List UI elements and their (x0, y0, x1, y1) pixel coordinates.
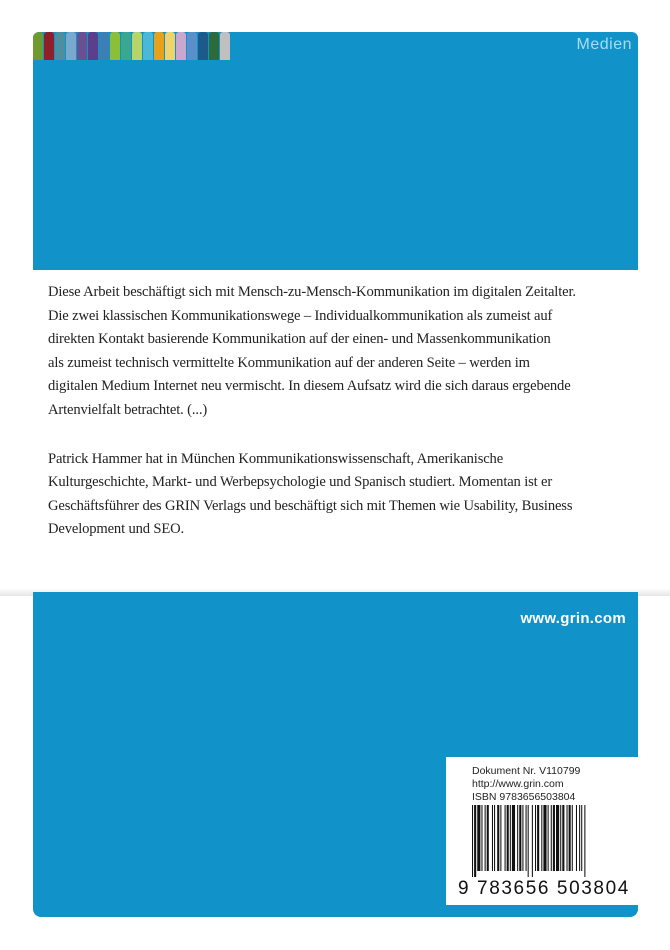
color-stripe-bar (33, 32, 231, 60)
color-stripe (55, 32, 65, 60)
barcode-bar (505, 805, 506, 871)
color-stripe (66, 32, 76, 60)
color-stripe (132, 32, 142, 60)
text-line: als zumeist technisch vermittelte Kommunikation auf der anderen Seite – werden im (48, 354, 530, 371)
barcode-bar (472, 805, 473, 877)
color-stripe (88, 32, 98, 60)
barcode-bar (569, 805, 571, 871)
barcode-bar (584, 805, 585, 877)
book-blurb (48, 281, 620, 423)
barcode-bar (528, 805, 529, 877)
isbn-label: ISBN 9783656503804 (472, 791, 576, 803)
text-line: Diese Arbeit beschäftigt sich mit Mensch-zu-Mensch-Kommunikation im digitalen Zeitalter. (48, 284, 576, 300)
color-stripe (110, 32, 120, 60)
color-stripe (154, 32, 164, 60)
barcode-url: http://www.grin.com (472, 778, 564, 790)
color-stripe (121, 32, 131, 60)
barcode-bar (485, 805, 486, 871)
barcode-bar (510, 805, 511, 871)
barcode-bar (492, 805, 493, 871)
text-line: digitalen Medium Internet neu vermischt. In diesem Aufsatz wird die sich daraus ergebende (48, 378, 571, 395)
barcode-bar (477, 805, 480, 871)
barcode-digits: 9 783656 503804 (458, 878, 630, 899)
color-stripe (220, 32, 230, 60)
color-stripe (99, 32, 109, 60)
top-color-panel (33, 32, 638, 270)
color-stripe (198, 32, 208, 60)
color-stripe (143, 32, 153, 60)
author-bio (48, 448, 620, 542)
text-line: Patrick Hammer hat in München Kommunikationswissenschaft, Amerikanische (48, 450, 504, 467)
text-line: Kulturgeschichte, Markt- und Werbepsychologie und Spanisch studiert. Momentan ist er (48, 474, 553, 491)
text-line: Die zwei klassischen Kommunikationswege – Individualkommunikation als zumeist auf (48, 307, 553, 324)
barcode-bar (551, 805, 552, 871)
barcode-bar (560, 805, 561, 871)
barcode-bar (519, 805, 521, 871)
text-line: Geschäftsführer des GRIN Verlags und beschäftigt sich mit Themen wie Usability, Business (48, 497, 573, 514)
text-line: Artenvielfalt betrachtet. (...) (48, 401, 208, 418)
barcode-bar (567, 805, 568, 871)
barcode-info (472, 765, 580, 804)
barcode-bar (507, 805, 509, 871)
barcode-bar (537, 805, 539, 871)
category-label: Medien (576, 36, 632, 53)
color-stripe (176, 32, 186, 60)
text-line: Development und SEO. (48, 521, 185, 538)
document-number: Dokument Nr. V110799 (472, 765, 581, 777)
barcode-bar (494, 805, 495, 871)
barcode-bar (526, 805, 527, 871)
barcode-bar (543, 805, 546, 871)
color-stripe (44, 32, 54, 60)
text-line: direkten Kontakt basierende Kommunikation auf der einen- und Massenkommunikation (48, 331, 551, 348)
barcode-bar (581, 805, 582, 871)
barcode-bar (535, 805, 536, 871)
back-cover-text (48, 281, 620, 567)
barcode-bar (548, 805, 549, 871)
barcode-bar (572, 805, 573, 871)
isbn-barcode (472, 805, 624, 877)
publisher-website: www.grin.com (520, 610, 626, 627)
barcode-bar (579, 805, 580, 871)
color-stripe (33, 32, 43, 60)
barcode-bar (562, 805, 564, 871)
barcode-bar (553, 805, 555, 871)
barcode-bar (522, 805, 523, 871)
barcode-bar (532, 805, 533, 877)
barcode-bar (481, 805, 482, 871)
barcode-bar (497, 805, 499, 871)
barcode-bar (487, 805, 489, 871)
barcode-bar (576, 805, 577, 871)
barcode-bar (556, 805, 559, 871)
color-stripe (209, 32, 219, 60)
barcode-bar (512, 805, 515, 871)
color-stripe (77, 32, 87, 60)
barcode-box (446, 757, 642, 905)
color-stripe (187, 32, 197, 60)
barcode-bar (541, 805, 542, 871)
barcode-bar (474, 805, 476, 877)
barcode-bar (517, 805, 518, 871)
color-stripe (165, 32, 175, 60)
barcode-bar (500, 805, 501, 871)
